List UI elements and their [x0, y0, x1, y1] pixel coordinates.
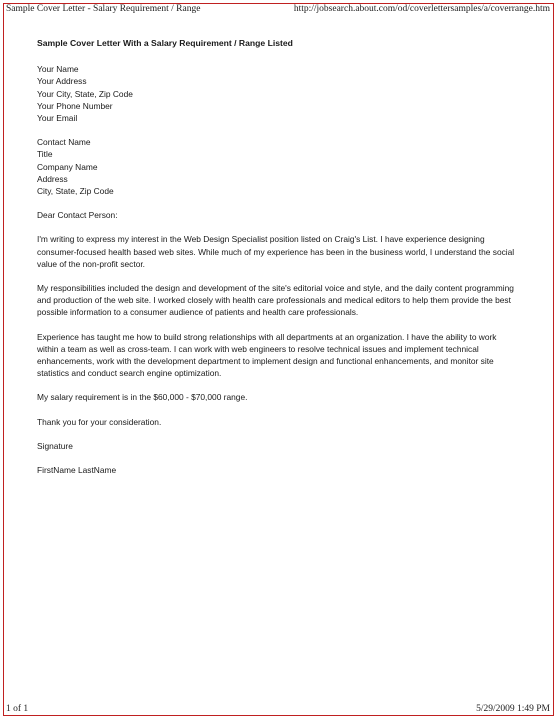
body-paragraph-responsibilities: My responsibilities included the design and development of the site's editorial voice and style, and the daily content programming and production of the web site. I worked closely with health care professionals and medical editors to help them provide the best possible information to a consumer audience of patients and health care professionals. [37, 283, 514, 318]
signer-name: FirstName LastName [37, 465, 117, 476]
body-paragraph-experience: Experience has taught me how to build strong relationships with all departments at an organization. I have the ability to work within a team as well as cross-team. I can work with web engineers to resolve technical issues and implement technical enhancements, work with the development department to implement design and functional enhancements, and monitor site statistics and conduct search engine optimization. [37, 331, 497, 379]
sender-address: Your Address [37, 76, 87, 87]
cover-letter [37, 37, 517, 488]
body-paragraph-thanks: Thank you for your consideration. [37, 416, 162, 427]
closing-signature: Signature [37, 440, 73, 451]
recipient-contact-name: Contact Name [37, 137, 91, 148]
print-footer-timestamp: 5/29/2009 1:49 PM [476, 704, 550, 714]
print-footer-page-count: 1 of 1 [6, 704, 29, 714]
body-paragraph-interest: I'm writing to express my interest in the Web Design Specialist position listed on Craig's List. I have experience designing consumer-focused health based web sites. While much of my experience has been in the business world, I understand the social value of the non-profit sector. [37, 234, 515, 269]
print-header-url[interactable]: http://jobsearch.about.com/od/coverlettersamples/a/coverrange.htm [293, 4, 550, 14]
recipient-title: Title [37, 149, 53, 160]
letter-title: Sample Cover Letter With a Salary Requirement / Range Listed [37, 38, 293, 48]
recipient-city-state-zip: City, State, Zip Code [37, 186, 114, 197]
sender-email: Your Email [37, 113, 78, 124]
salutation: Dear Contact Person: [37, 210, 118, 221]
recipient-address: Address [37, 173, 68, 184]
body-paragraph-salary: My salary requirement is in the $60,000 - $70,000 range. [37, 392, 248, 403]
recipient-address-block [37, 136, 517, 197]
sender-city-state-zip: Your City, State, Zip Code [37, 88, 133, 99]
recipient-company: Company Name [37, 161, 98, 172]
print-header-title: Sample Cover Letter - Salary Requirement / Range [6, 4, 201, 14]
sender-phone: Your Phone Number [37, 100, 113, 111]
sender-name: Your Name [37, 64, 79, 75]
sender-address-block [37, 63, 517, 124]
